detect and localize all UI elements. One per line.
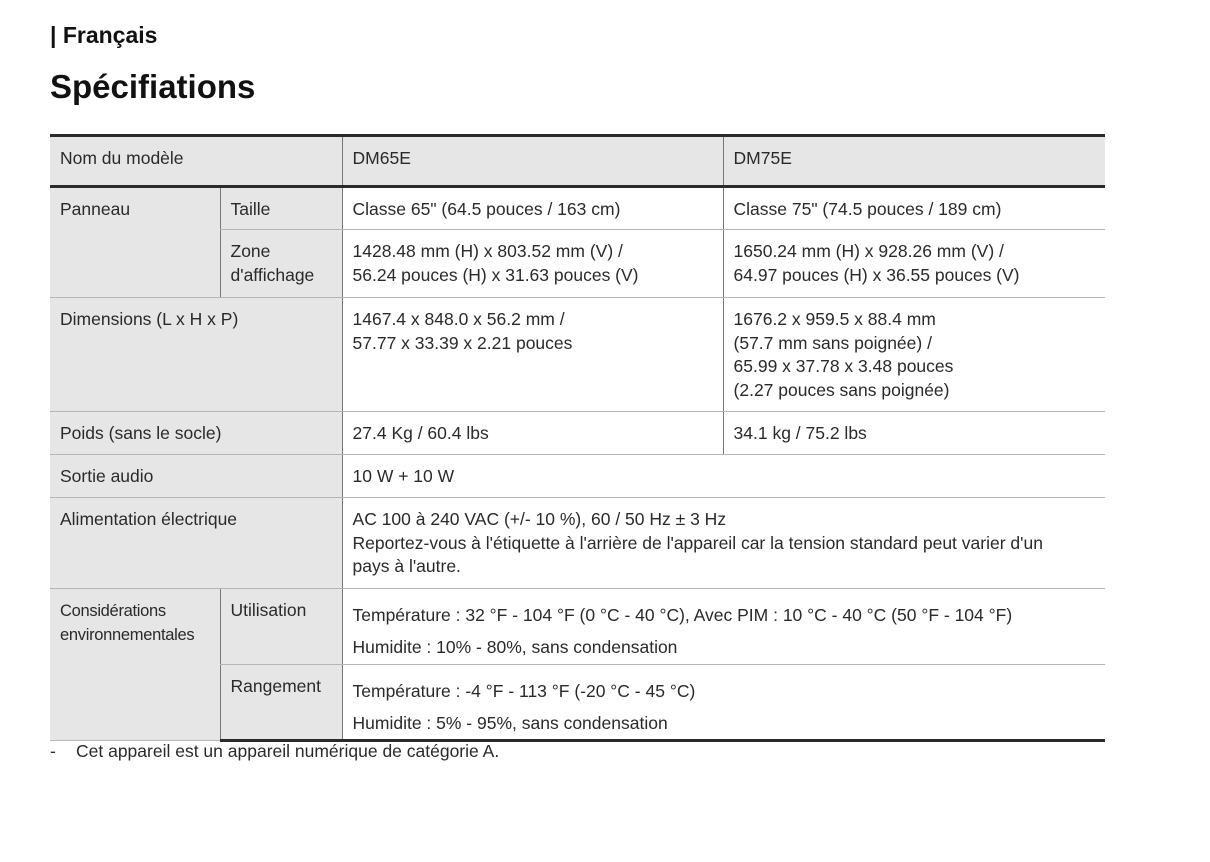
environment-label: Considérations environnementales [50, 589, 220, 741]
spec-table [50, 134, 1105, 742]
dimensions-b: 1676.2 x 959.5 x 88.4 mm (57.7 mm sans poignée) / 65.99 x 37.78 x 3.48 pouces (2.27 pouces sans poignée) [723, 298, 1105, 412]
size-b: Classe 75" (74.5 pouces / 189 cm) [723, 187, 1105, 230]
display-area-label: Zone d'affichage [220, 230, 342, 298]
weight-a: 27.4 Kg / 60.4 lbs [342, 412, 723, 455]
table-row [50, 589, 1105, 665]
table-row [50, 187, 1105, 230]
power-value: AC 100 à 240 VAC (+/- 10 %), 60 / 50 Hz ± 3 Hz Reportez-vous à l'étiquette à l'arrière de l'appareil car la tension standard peut varier d'un pays à l'autre. [342, 498, 1105, 589]
dimensions-label: Dimensions (L x H x P) [50, 298, 342, 412]
table-row [50, 412, 1105, 455]
audio-value: 10 W + 10 W [342, 455, 1105, 498]
size-a: Classe 65" (64.5 pouces / 163 cm) [342, 187, 723, 230]
table-row [50, 298, 1105, 412]
weight-b: 34.1 kg / 75.2 lbs [723, 412, 1105, 455]
weight-label: Poids (sans le socle) [50, 412, 342, 455]
display-area-b: 1650.24 mm (H) x 928.26 mm (V) / 64.97 pouces (H) x 36.55 pouces (V) [723, 230, 1105, 298]
dimensions-a: 1467.4 x 848.0 x 56.2 mm / 57.77 x 33.39 x 2.21 pouces [342, 298, 723, 412]
display-area-a: 1428.48 mm (H) x 803.52 mm (V) / 56.24 pouces (H) x 31.63 pouces (V) [342, 230, 723, 298]
power-label: Alimentation électrique [50, 498, 342, 589]
operation-value: Température : 32 °F - 104 °F (0 °C - 40 °C), Avec PIM : 10 °C - 40 °C (50 °F - 104 °F) Humidite : 10% - 80%, sans condensation [342, 589, 1105, 665]
storage-value: Température : -4 °F - 113 °F (-20 °C - 45 °C) Humidite : 5% - 95%, sans condensation [342, 665, 1105, 741]
storage-label: Rangement [220, 665, 342, 741]
model-label: Nom du modèle [50, 136, 342, 187]
operation-label: Utilisation [220, 589, 342, 665]
footnote-text: Cet appareil est un appareil numérique de catégorie A. [76, 741, 500, 761]
table-row [50, 498, 1105, 589]
footnote-dash: - [50, 741, 56, 761]
audio-label: Sortie audio [50, 455, 342, 498]
model-a: DM65E [342, 136, 723, 187]
size-label: Taille [220, 187, 342, 230]
table-row [50, 455, 1105, 498]
panel-label: Panneau [50, 187, 220, 298]
footnote [50, 741, 499, 762]
table-row [50, 136, 1105, 187]
page-title: Spécifiations [50, 68, 256, 105]
language-heading: | Français [50, 22, 158, 48]
model-b: DM75E [723, 136, 1105, 187]
